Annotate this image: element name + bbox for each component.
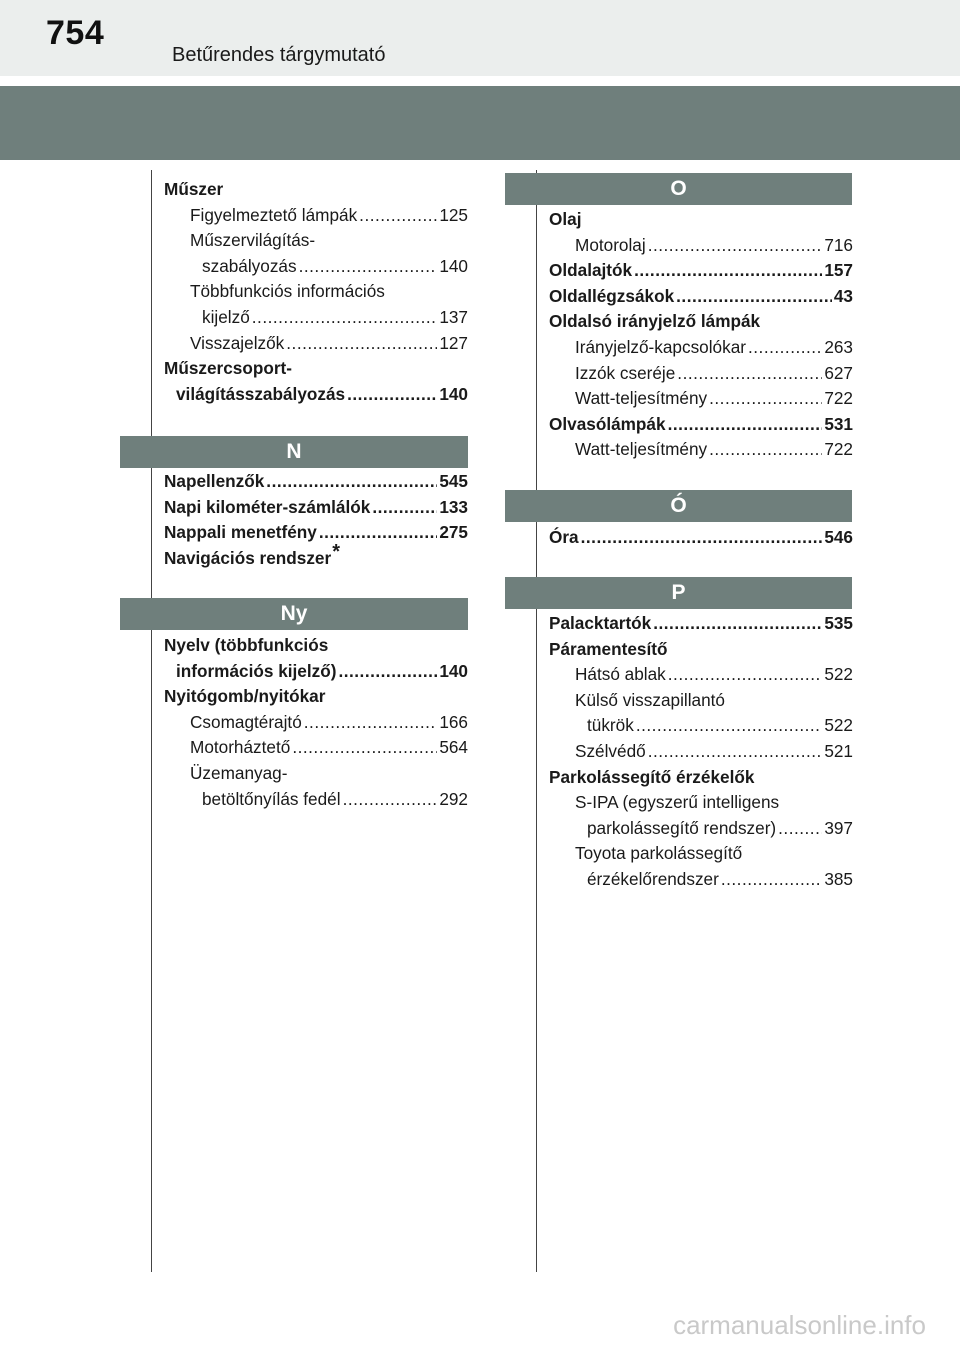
index-entry: információs kijelző) ..... 140 [164,659,468,685]
index-entry: kijelző ..... 137 [164,305,468,331]
index-entry: Nappali menetfény ..... 275 [164,520,468,546]
index-entry: tükrök ..... 522 [549,713,853,739]
index-entry: Parkolássegítő érzékelők [549,766,755,787]
index-entry: érzékelőrendszer ..... 385 [549,867,853,893]
index-entry: Navigációs rendszer* [164,540,340,568]
index-entry: Izzók cseréje ..... 627 [549,361,853,387]
footnote-asterisk: * [332,540,340,563]
index-entry: Páramentesítő [549,638,668,659]
section-letter-p: P [505,577,852,609]
index-entry: Műszercsoport- [164,358,292,379]
index-entry: S-IPA (egyszerű intelligens [575,792,780,813]
header-bar [0,0,960,76]
section-letter-o-acute: Ó [505,490,852,522]
column-divider-left [151,170,152,1272]
index-entry: Irányjelző-kapcsolókar ..... 263 [549,335,853,361]
section-letter-ny: Ny [120,598,468,630]
index-entry: Oldalajtók ..... 157 [549,258,853,284]
index-entry: Üzemanyag- [190,762,288,783]
index-entry: Olaj [549,209,582,229]
page-title: Betűrendes tárgymutató [172,44,386,66]
section-letter-o: O [505,173,852,205]
index-entry: Napellenzők ..... 545 [164,469,468,495]
index-entry: Motorháztető ..... 564 [164,735,468,761]
index-entry: Nyitógomb/nyitókar [164,686,326,707]
index-entry: Visszajelzők ..... 127 [164,331,468,357]
index-entry: Watt-teljesítmény ..... 722 [549,386,853,412]
index-entry: Oldallégzsákok ..... 43 [549,284,853,310]
page-number: 754 [46,14,105,52]
index-entry: Óra ..... 546 [549,525,853,551]
index-entry: Figyelmeztető lámpák ..... 125 [164,203,468,229]
index-entry: Olvasólámpák ..... 531 [549,412,853,438]
index-entry: Napi kilométer-számlálók ..... 133 [164,495,468,521]
index-entry: Motorolaj ..... 716 [549,233,853,259]
index-entry: Oldalsó irányjelző lámpák [549,311,761,332]
index-entry: Műszer [164,179,224,199]
index-entry: Csomagtérajtó ..... 166 [164,710,468,736]
index-entry: szabályozás ..... 140 [164,254,468,280]
index-entry: Nyelv (többfunkciós [164,635,329,655]
section-letter-n: N [120,436,468,468]
index-entry: Külső visszapillantó [575,689,725,710]
right-column-section-o [549,207,853,463]
index-entry: Többfunkciós információs [190,281,385,302]
left-column-section-ny [164,633,468,812]
index-entry: Szélvédő ..... 521 [549,739,853,765]
index-entry: Palacktartók ..... 535 [549,611,853,637]
left-column-block1 [164,177,468,407]
watermark: carmanualsonline.info [673,1310,926,1340]
index-entry: betöltőnyílás fedél ..... 292 [164,787,468,813]
index-entry: Műszervilágítás- [190,230,316,251]
header-band [0,86,960,160]
index-entry: parkolássegítő rendszer) ..... 397 [549,816,853,842]
column-divider-right [536,170,537,1272]
index-entry: Hátsó ablak ..... 522 [549,662,853,688]
right-column-section-o-acute [549,525,853,551]
index-entry: Watt-teljesítmény ..... 722 [549,437,853,463]
right-column-section-p [549,611,853,893]
index-entry: Toyota parkolássegítő [575,843,743,864]
left-column-section-n [164,469,468,571]
index-entry: világításszabályozás ..... 140 [164,382,468,408]
